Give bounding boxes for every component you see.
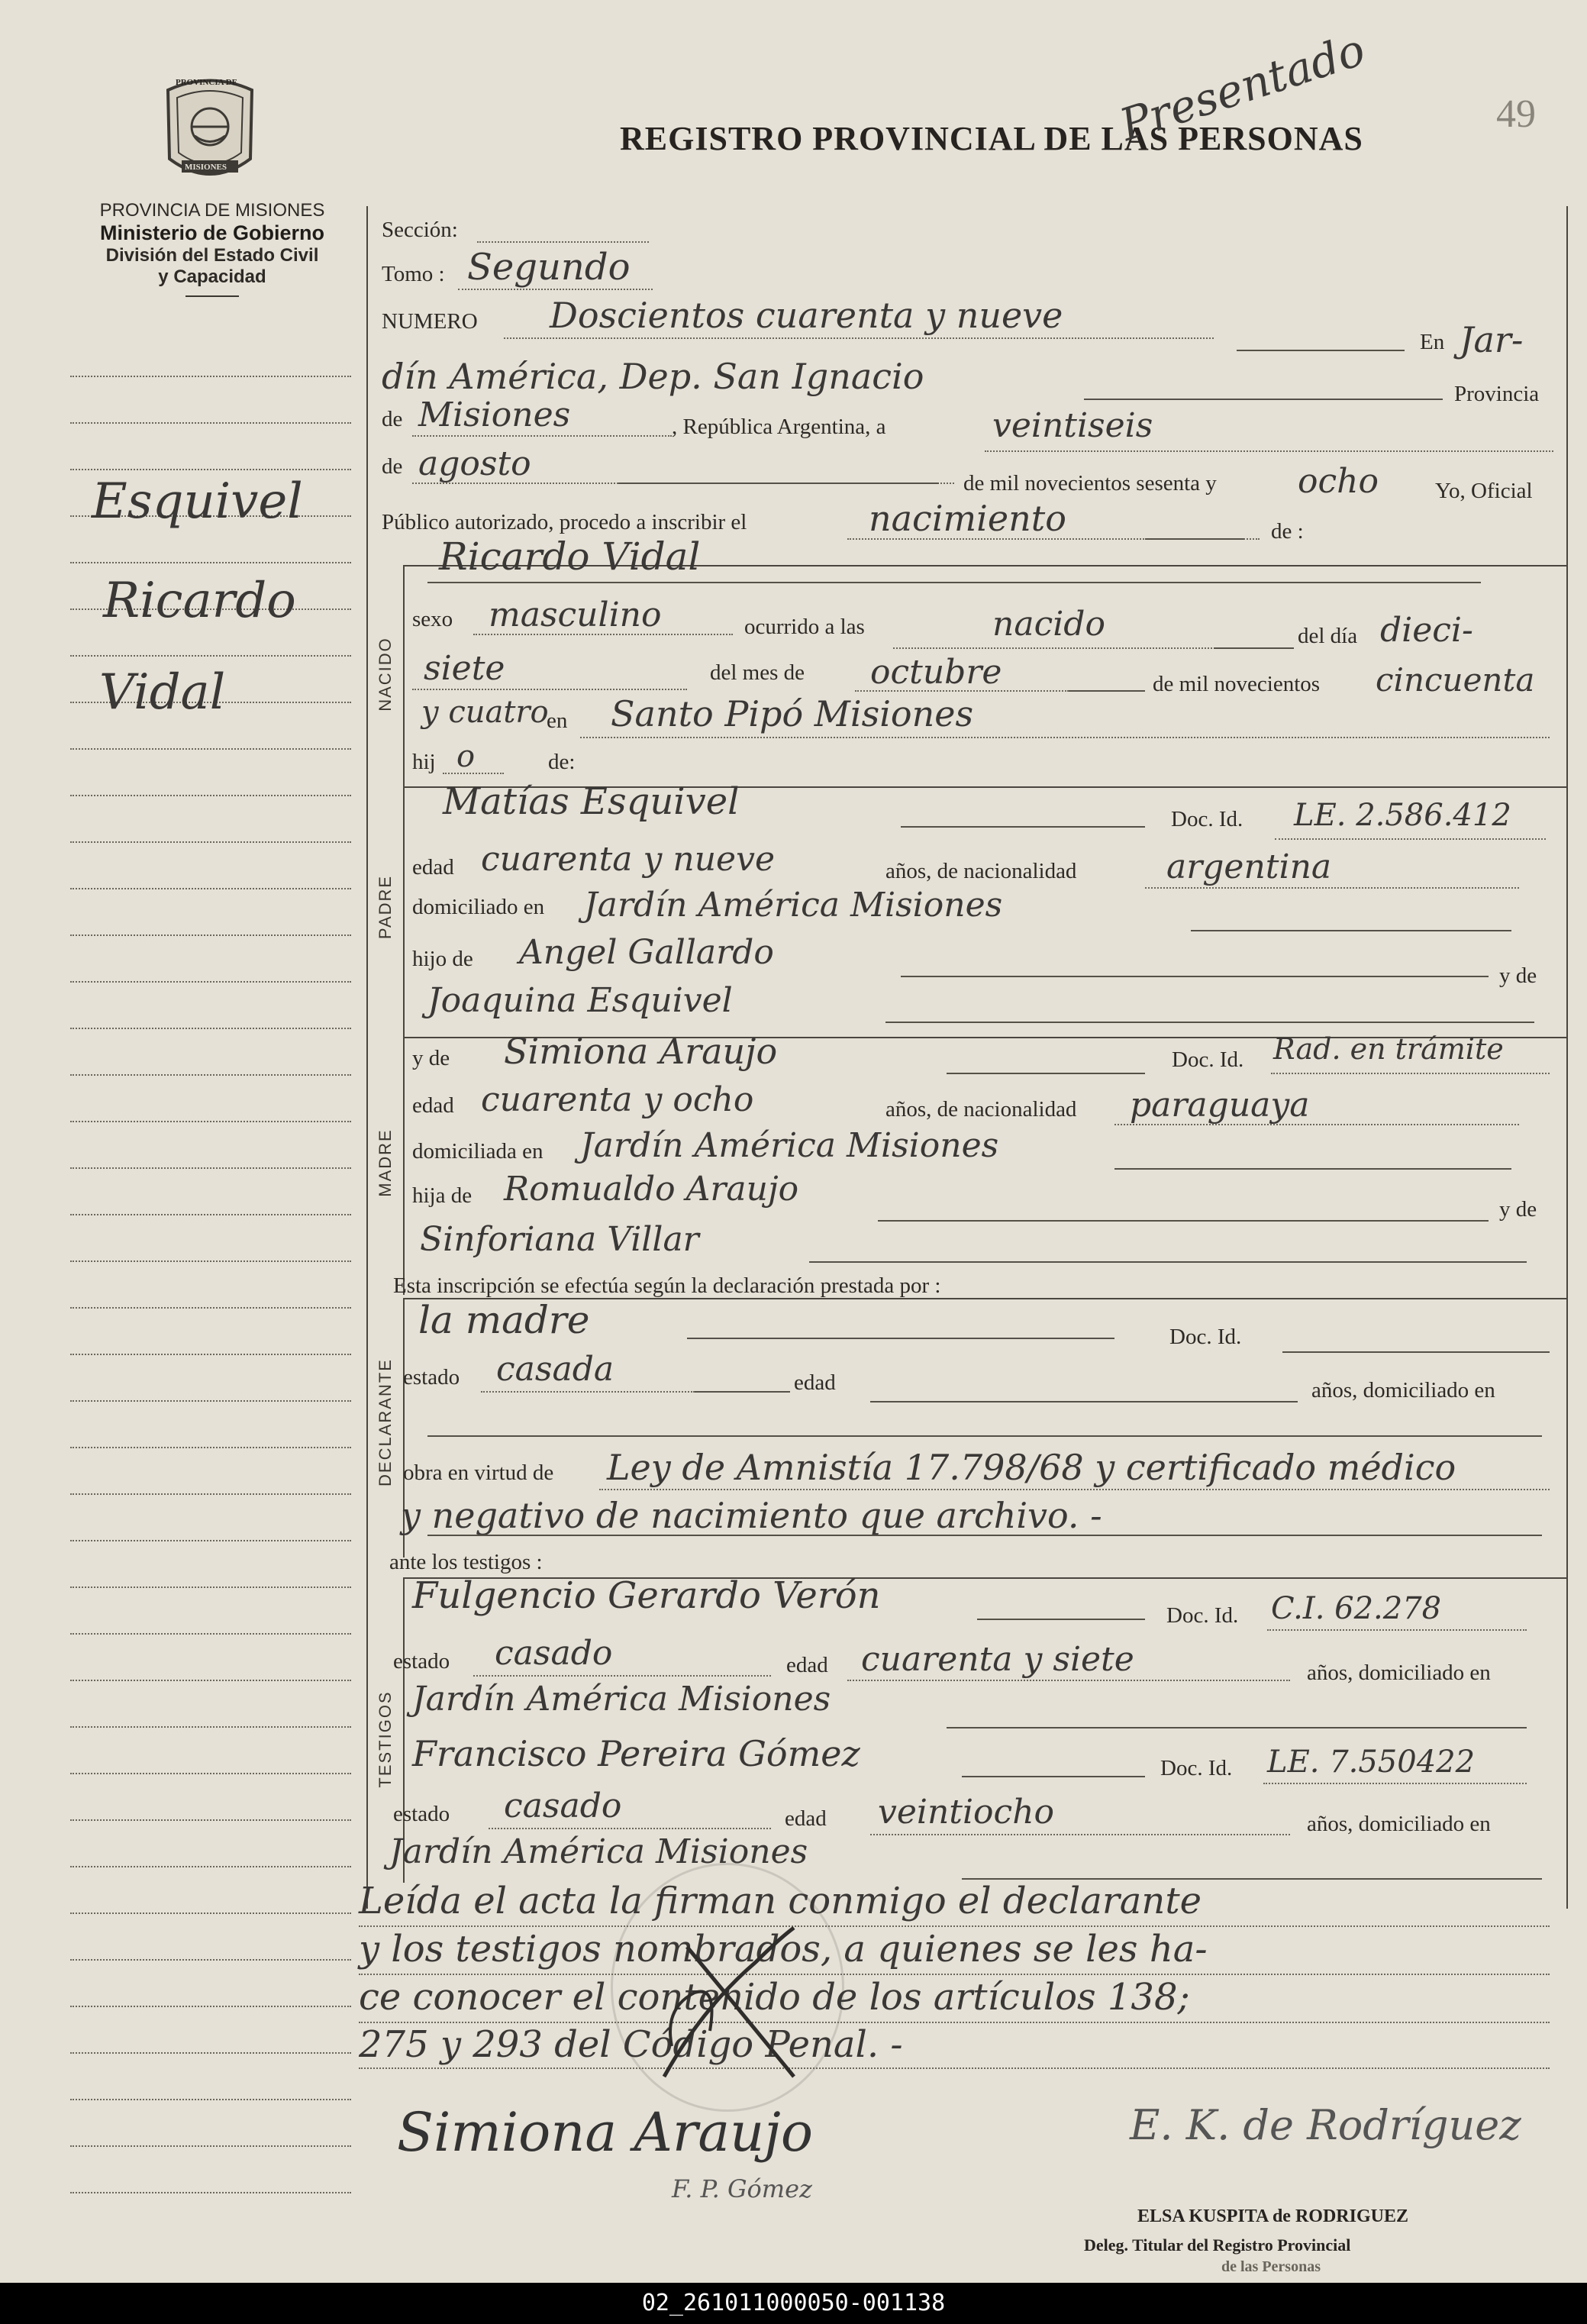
hijo-suffix: o bbox=[456, 739, 476, 774]
mes-value-nacido: octubre bbox=[870, 653, 1002, 692]
margin-dotted-line bbox=[70, 1633, 351, 1635]
margin-dotted-line bbox=[70, 1540, 351, 1541]
sexo-label: sexo bbox=[412, 607, 453, 631]
ocurrido-label: ocurrido a las bbox=[744, 615, 865, 639]
testigo1-edad-label: edad bbox=[786, 1653, 828, 1677]
anio-value: ocho bbox=[1298, 462, 1379, 501]
frame-left-border bbox=[366, 206, 368, 1909]
signature-testigo: F. P. Gómez bbox=[672, 2174, 812, 2203]
office-block bbox=[67, 200, 357, 297]
padre-padre-de: Angel Gallardo bbox=[519, 933, 774, 972]
lugar-value: Santo Pipó Misiones bbox=[611, 693, 974, 734]
madre-doc-label: Doc. Id. bbox=[1172, 1047, 1244, 1072]
mil-label: de mil novecientos sesenta y bbox=[963, 471, 1217, 495]
testigo2-edad-label: edad bbox=[785, 1806, 827, 1831]
hora-value: nacido bbox=[992, 605, 1105, 644]
margin-dotted-line bbox=[70, 1726, 351, 1728]
anio-part1: cincuenta bbox=[1376, 661, 1535, 699]
margin-dotted-line bbox=[70, 2052, 351, 2054]
mes-value: agosto bbox=[418, 444, 531, 483]
margin-dotted-line bbox=[70, 1773, 351, 1774]
margin-dotted-line bbox=[70, 1167, 351, 1169]
margin-first-name: Ricardo bbox=[103, 573, 296, 629]
office-line-1: PROVINCIA DE MISIONES bbox=[99, 200, 325, 221]
declarante-doc-label: Doc. Id. bbox=[1169, 1325, 1242, 1349]
margin-dotted-line bbox=[70, 748, 351, 750]
declarante-nombre: la madre bbox=[418, 1298, 590, 1342]
stamp-name: ELSA KUSPITA de RODRIGUEZ bbox=[1137, 2206, 1408, 2226]
madre-left-border bbox=[403, 1037, 405, 1295]
madre-edad-label: edad bbox=[412, 1093, 454, 1118]
padre-left-border bbox=[403, 786, 405, 1038]
testigo2-anios-label: años, domiciliado en bbox=[1307, 1812, 1491, 1836]
signature-oficial: E. K. de Rodríguez bbox=[1130, 2101, 1521, 2149]
margin-dotted-line bbox=[70, 1354, 351, 1355]
de-label: de bbox=[382, 407, 403, 431]
margin-dotted-line bbox=[70, 1586, 351, 1588]
margin-dotted-line bbox=[70, 934, 351, 936]
hijo-de-label: de: bbox=[548, 750, 576, 774]
testigos-section-label: TESTIGOS bbox=[376, 1690, 395, 1788]
en-value-part1: Jar- bbox=[1460, 319, 1524, 360]
de-label-2: de bbox=[382, 454, 403, 479]
en-label-nacido: en bbox=[547, 708, 568, 733]
seal-text-bottom: MISIONES bbox=[185, 163, 227, 172]
cross-signature-mark bbox=[641, 1916, 840, 2092]
en-label: En bbox=[1420, 330, 1445, 354]
margin-dotted-line bbox=[70, 562, 351, 563]
margin-dotted-line bbox=[70, 2145, 351, 2147]
margin-dotted-line bbox=[70, 1307, 351, 1309]
dia-value: veintiseis bbox=[992, 406, 1153, 445]
numero-value: Doscientos cuarenta y nueve bbox=[550, 295, 1063, 336]
margin-dotted-line bbox=[70, 1121, 351, 1122]
testigos-intro: ante los testigos : bbox=[389, 1550, 543, 1574]
testigo2-nombre: Francisco Pereira Gómez bbox=[412, 1733, 860, 1774]
margin-middle-name: Vidal bbox=[99, 664, 226, 721]
madre-y-de-label: y de bbox=[412, 1046, 450, 1070]
margin-dotted-line bbox=[70, 1074, 351, 1076]
declarante-edad-label: edad bbox=[794, 1370, 836, 1395]
de-colon-label: de : bbox=[1271, 519, 1304, 544]
declarante-estado: casada bbox=[496, 1350, 614, 1389]
mes-label: del mes de bbox=[710, 660, 805, 685]
republica-label: , República Argentina, a bbox=[672, 415, 886, 439]
testigo2-doc-label: Doc. Id. bbox=[1160, 1756, 1233, 1780]
acto-value: nacimiento bbox=[869, 498, 1066, 539]
testigo2-estado-label: estado bbox=[393, 1802, 450, 1826]
closing-line-3: ce conocer el contenido de los artículos 138; bbox=[359, 1976, 1190, 2019]
madre-nac-label: años, de nacionalidad bbox=[885, 1097, 1077, 1122]
margin-surname: Esquivel bbox=[92, 473, 303, 530]
testigo1-edad: cuarenta y siete bbox=[861, 1640, 1134, 1679]
padre-domicilio: Jardín América Misiones bbox=[584, 886, 1003, 925]
en-value-part2: dín América, Dep. San Ignacio bbox=[382, 356, 924, 397]
margin-dotted-line bbox=[70, 469, 351, 470]
padre-edad-value: cuarenta y nueve bbox=[481, 840, 775, 879]
provincial-seal-icon bbox=[160, 75, 260, 189]
testigo1-estado-label: estado bbox=[393, 1649, 450, 1674]
padre-nombre: Matías Esquivel bbox=[443, 780, 740, 823]
page-number: 49 bbox=[1496, 92, 1536, 136]
madre-edad-value: cuarenta y ocho bbox=[481, 1080, 754, 1119]
stamp-title-1: Deleg. Titular del Registro Provincial bbox=[1084, 2235, 1351, 2255]
document-title: REGISTRO PROVINCIAL DE LAS PERSONAS bbox=[620, 120, 1363, 157]
margin-dotted-line bbox=[70, 2192, 351, 2193]
madre-hija-label: hija de bbox=[412, 1183, 473, 1208]
tomo-value: Segundo bbox=[467, 246, 631, 289]
dia-part2: siete bbox=[424, 649, 505, 688]
margin-dotted-line bbox=[70, 981, 351, 983]
madre-nacionalidad: paraguaya bbox=[1130, 1086, 1310, 1125]
margin-dotted-line bbox=[70, 1819, 351, 1821]
provincia-label: Provincia bbox=[1454, 382, 1540, 406]
signature-declarante: Simiona Araujo bbox=[397, 2101, 813, 2164]
numero-label: NUMERO bbox=[382, 309, 478, 334]
padre-doc-value: LE. 2.586.412 bbox=[1294, 798, 1511, 833]
testigo1-doc-label: Doc. Id. bbox=[1166, 1603, 1239, 1628]
nacido-nombre: Ricardo Vidal bbox=[439, 534, 701, 579]
declarante-obra-part1: Ley de Amnistía 17.798/68 y certificado médico bbox=[607, 1447, 1456, 1488]
declarante-section-label: DECLARANTE bbox=[376, 1358, 395, 1486]
margin-dotted-line bbox=[70, 422, 351, 424]
margin-dotted-line bbox=[70, 1028, 351, 1029]
declarante-obra-label: obra en virtud de bbox=[403, 1461, 554, 1485]
seccion-label: Sección: bbox=[382, 218, 458, 242]
testigo1-domicilio: Jardín América Misiones bbox=[412, 1680, 831, 1719]
nacido-section-label: NACIDO bbox=[376, 637, 395, 712]
seal-text-top: PROVINCIA DE bbox=[176, 78, 237, 87]
stamp-title-2: de las Personas bbox=[1221, 2258, 1321, 2275]
office-line-2: Ministerio de Gobierno bbox=[99, 221, 325, 244]
testigo1-estado: casado bbox=[495, 1634, 613, 1673]
margin-dotted-line bbox=[70, 795, 351, 796]
madre-padre-de: Romualdo Araujo bbox=[504, 1170, 799, 1209]
office-line-3: División del Estado Civil bbox=[105, 245, 319, 266]
testigo1-anios-label: años, domiciliado en bbox=[1307, 1661, 1491, 1685]
madre-dom-label: domiciliada en bbox=[412, 1139, 544, 1164]
publico-label: Público autorizado, procedo a inscribir el bbox=[382, 510, 747, 534]
hijo-label: hij bbox=[412, 750, 436, 774]
provincia-value: Misiones bbox=[418, 395, 571, 434]
madre-nombre: Simiona Araujo bbox=[504, 1031, 778, 1072]
padre-madre-de: Joaquina Esquivel bbox=[427, 981, 733, 1020]
margin-dotted-line bbox=[70, 1493, 351, 1495]
padre-dom-label: domiciliado en bbox=[412, 895, 545, 919]
declarante-intro: Esta inscripción se efectúa según la declaración prestada por : bbox=[393, 1273, 941, 1298]
margin-dotted-line bbox=[70, 655, 351, 657]
closing-line-2: y los testigos nombrados, a quienes se les ha- bbox=[359, 1928, 1208, 1971]
margin-dotted-line bbox=[70, 376, 351, 377]
dia-part1: dieci- bbox=[1380, 611, 1473, 650]
office-line-4: y Capacidad bbox=[158, 266, 266, 287]
padre-nacionalidad: argentina bbox=[1166, 847, 1332, 886]
margin-dotted-line bbox=[70, 1680, 351, 1681]
testigo2-edad: veintiocho bbox=[878, 1793, 1055, 1832]
frame-right-border bbox=[1566, 206, 1568, 1909]
closing-line-4: 275 y 293 del Código Penal. - bbox=[359, 2023, 903, 2066]
padre-section-label: PADRE bbox=[376, 874, 395, 940]
madre-domicilio: Jardín América Misiones bbox=[580, 1126, 999, 1165]
margin-dotted-line bbox=[70, 1214, 351, 1215]
closing-line-1: Leída el acta la firman conmigo el declarante bbox=[359, 1880, 1202, 1922]
margin-dotted-line bbox=[70, 1400, 351, 1402]
madre-section-label: MADRE bbox=[376, 1128, 395, 1197]
padre-edad-label: edad bbox=[412, 855, 454, 880]
image-caption: 02_261011000050-001138 bbox=[0, 2283, 1587, 2324]
testigo2-domicilio: Jardín América Misiones bbox=[389, 1832, 808, 1871]
testigo2-estado: casado bbox=[504, 1787, 622, 1825]
presentado-annotation: Presentado bbox=[1113, 23, 1372, 151]
margin-dotted-line bbox=[70, 1447, 351, 1448]
tomo-label: Tomo : bbox=[382, 262, 445, 286]
padre-nac-label: años, de nacionalidad bbox=[885, 859, 1077, 883]
anio-part2: y cuatro bbox=[421, 695, 549, 730]
margin-dotted-line bbox=[70, 1866, 351, 1867]
mil-label-nacido: de mil novecientos bbox=[1153, 672, 1321, 696]
margin-dotted-line bbox=[70, 888, 351, 889]
declarante-obra-part2: y negativo de nacimiento que archivo. - bbox=[401, 1495, 1102, 1536]
testigo2-doc-value: LE. 7.550422 bbox=[1267, 1745, 1476, 1780]
dia-label: del día bbox=[1298, 624, 1358, 648]
declarante-estado-label: estado bbox=[403, 1365, 460, 1390]
margin-dotted-line bbox=[70, 2099, 351, 2100]
padre-y-de-label: y de bbox=[1499, 963, 1537, 988]
madre-madre-de: Sinforiana Villar bbox=[420, 1220, 699, 1259]
margin-dotted-line bbox=[70, 1260, 351, 1262]
margin-dotted-line bbox=[70, 1912, 351, 1914]
nacido-left-border bbox=[403, 565, 405, 786]
margin-dotted-line bbox=[70, 2006, 351, 2007]
padre-doc-label: Doc. Id. bbox=[1171, 807, 1243, 831]
padre-hijo-label: hijo de bbox=[412, 947, 473, 971]
oficial-label: Yo, Oficial bbox=[1435, 479, 1533, 503]
testigo1-doc-value: C.I. 62.278 bbox=[1271, 1591, 1442, 1626]
madre-y-de-label-2: y de bbox=[1499, 1197, 1537, 1222]
sexo-value: masculino bbox=[489, 596, 662, 634]
declarante-anios-label: años, domiciliado en bbox=[1311, 1378, 1495, 1402]
margin-dotted-line bbox=[70, 841, 351, 843]
madre-doc-value: Rad. en trámite bbox=[1273, 1032, 1504, 1066]
margin-dotted-line bbox=[70, 1959, 351, 1961]
testigo1-nombre: Fulgencio Gerardo Verón bbox=[412, 1574, 881, 1617]
